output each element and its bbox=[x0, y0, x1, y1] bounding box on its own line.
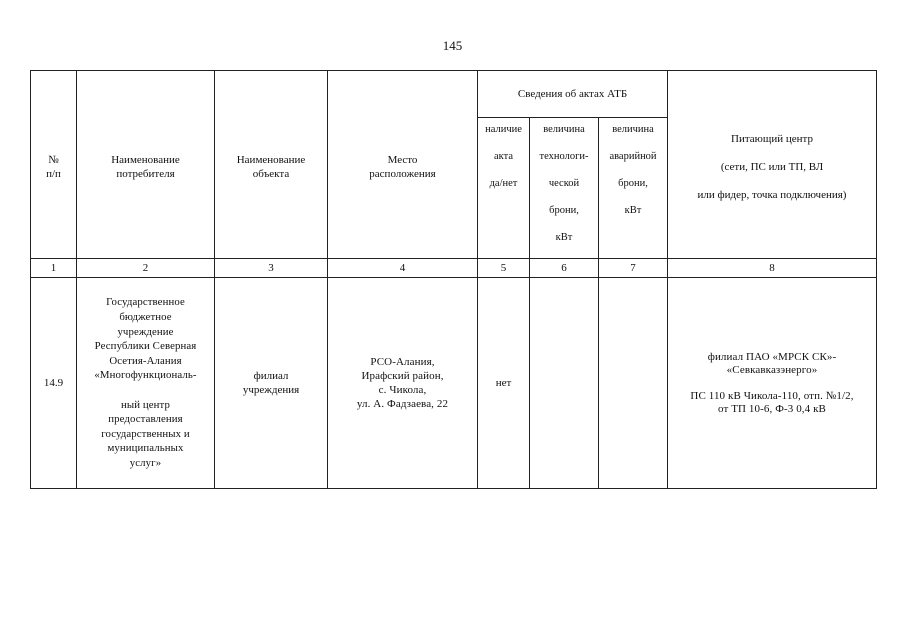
header-atb-group-text: Сведения об актах АТБ bbox=[517, 88, 628, 100]
column-number: 4 bbox=[328, 259, 478, 278]
column-number: 5 bbox=[478, 259, 530, 278]
row-object-text: филиал учреждения bbox=[242, 370, 300, 396]
header-tech-reserve bbox=[530, 118, 599, 259]
header-location bbox=[328, 71, 478, 259]
row-supply-line2: ПС 110 кВ Чикола-110, отп. №1/2, от ТП 10-6, Ф-3 0,4 кВ bbox=[690, 389, 854, 415]
row-supply-center bbox=[668, 278, 877, 489]
header-atb-act-text: наличие акта да/нет bbox=[485, 124, 522, 189]
header-supply-center-text: Питающий центр (сети, ПС или ТП, ВЛ или фидер, точка подключения) bbox=[697, 132, 847, 201]
row-location-text: РСО-Алания, Ирафский район, с. Чикола, ул. А. Фадзаева, 22 bbox=[356, 356, 449, 410]
header-num-text: № п/п bbox=[46, 153, 61, 180]
header-emergency-reserve bbox=[599, 118, 668, 259]
row-location bbox=[328, 278, 478, 489]
header-consumer-text: Наименование потребителя bbox=[111, 153, 180, 180]
header-emergency-reserve-text: величина аварийной брони, кВт bbox=[609, 124, 657, 216]
header-location-text: Место расположения bbox=[369, 153, 436, 180]
header-object-text: Наименование объекта bbox=[236, 153, 306, 180]
atb-table bbox=[30, 70, 877, 489]
column-number-row bbox=[31, 259, 877, 278]
row-object bbox=[215, 278, 328, 489]
header-supply-center bbox=[668, 71, 877, 259]
header-consumer bbox=[77, 71, 215, 259]
row-consumer-text: Государственное бюджетное учреждение Республики Северная Осетия-Алания «Многофункциональ- ный центр предоставления государственных и муниципальных услуг» bbox=[94, 296, 197, 469]
column-number: 6 bbox=[530, 259, 599, 278]
table-row bbox=[31, 278, 877, 489]
header-atb-group bbox=[478, 71, 668, 118]
header-tech-reserve-text: величина технологи- ческой брони, кВт bbox=[539, 124, 589, 243]
column-number: 2 bbox=[77, 259, 215, 278]
header-atb-act bbox=[478, 118, 530, 259]
column-number: 3 bbox=[215, 259, 328, 278]
column-number: 7 bbox=[599, 259, 668, 278]
row-emergency-reserve bbox=[599, 278, 668, 489]
column-number: 1 bbox=[31, 259, 77, 278]
page-number: 145 bbox=[442, 38, 463, 53]
header-row-1 bbox=[31, 71, 877, 118]
column-number: 8 bbox=[668, 259, 877, 278]
header-num bbox=[31, 71, 77, 259]
row-consumer bbox=[77, 278, 215, 489]
header-object bbox=[215, 71, 328, 259]
row-tech-reserve bbox=[530, 278, 599, 489]
row-supply-line1: филиал ПАО «МРСК СК»- «Севкавказэнерго» bbox=[707, 350, 837, 376]
row-num: 14.9 bbox=[31, 278, 77, 489]
row-atb-act: нет bbox=[478, 278, 530, 489]
